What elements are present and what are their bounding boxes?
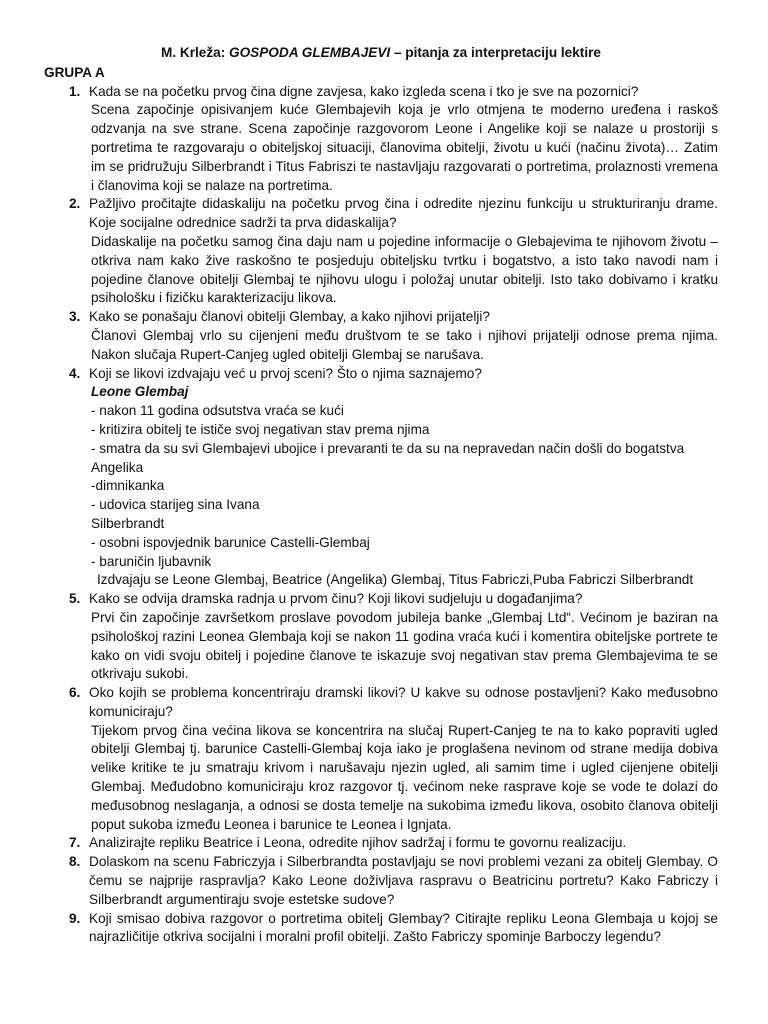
question-text: Koji se likovi izdvajaju već u prvoj sceni? Što o njima saznajemo?: [89, 365, 482, 381]
answer-text: Tijekom prvog čina većina likova se koncentrira na slučaj Rupert-Canjeg te na to kako popraviti ugled obitelji Glembaj tj. barunice Castelli-Glembaj koja iako je proglašena nevinom od strane medija dobiva velike kritike te ju smatraju krivom i narušavaju njezin ugled, ali samim time i ugled cijenjene obitelji Glembaj. Međudobno komuniciraju kroz razgovor tj. većinom neke rasprave koje se vode te dolazi do međusobnog neslaganja, a odnosi se dosta temelje na sukobima između likova, osobito članova obitelji poput sukoba između Leonea i barunice te Leonea i Ignjata.: [91, 722, 718, 832]
title-subtitle: – pitanja za interpretaciju lektire: [390, 45, 601, 60]
question-text: Koji smisao dobiva razgovor o portretima obitelj Glembay? Citirajte repliku Leona Glembaja u kojoj se najrazličitije otkriva socijalni i moralni profil obitelji. Zašto Fabriczy spominje Barboczy legendu?: [89, 910, 718, 945]
character-trait: - smatra da su svi Glembajevi ubojice i prevaranti te da su na nepravedan način došli do bogatstva: [91, 440, 685, 456]
question-item: [44, 590, 718, 684]
question-number: 2.: [69, 196, 81, 212]
answer-text: Prvi čin započinje završetkom proslave povodom jubileja banke „Glembaj Ltd“. Većinom je baziran na psihološkoj razini Leonea Glembaja koji se nakon 11 godina vraća kući i komentira obiteljske portrete te kako on vidi svoju obitelj i pojedine članove te iskazuje svoj negativan stav prema Glembajevima te se otkrivaju sukobi.: [91, 609, 718, 682]
question-number: 4.: [69, 365, 81, 381]
question-item: [44, 834, 718, 853]
question-text: Kako se ponašaju članovi obitelji Glembay, a kako njihovi prijatelji?: [89, 309, 490, 325]
question-text: Pažljivo pročitajte didaskaliju na početku prvog čina i odredite njezinu funkciju u strukturiranju drame. Koje socijalne odrednice sadrži ta prva didaskalija?: [89, 196, 718, 231]
character-trait: - osobni ispovjednik barunice Castelli-Glembaj: [91, 534, 370, 550]
group-heading: GRUPA A: [44, 64, 105, 80]
document-title: [44, 44, 718, 63]
question-text: Oko kojih se problema koncentriraju dramski likovi? U kakve su odnose postavljeni? Kako međusobno komuniciraju?: [89, 685, 718, 719]
question-text: Kada se na početku prvog čina digne zavjesa, kako izgleda scena i tko je sve na pozornici?: [89, 83, 639, 99]
question-item: [44, 684, 718, 834]
question-item: [44, 195, 718, 308]
question-number: 3.: [69, 309, 81, 325]
question-number: 9.: [69, 910, 81, 926]
character-name-leone: Leone Glembaj: [91, 384, 189, 400]
character-trait: - kritizira obitelj te ističe svoj negativan stav prema njima: [91, 421, 430, 437]
question-number: 1.: [69, 83, 81, 99]
question-text: Kako se odvija dramska radnja u prvom činu? Koji likovi sudjeluju u događanjima?: [89, 591, 583, 607]
question-text: Analizirajte repliku Beatrice i Leona, odredite njihov sadržaj i formu te govornu realizaciju.: [89, 835, 627, 851]
question-text: Dolaskom na scenu Fabriczyja i Silberbrandta postavljaju se novi problemi vezani za obitelj Glembay. O čemu se najprije raspravlja? Kako Leone doživljava raspravu o Beatricinu portretu? Kako Fabriczy i Silberbrandt argumentiraju svoje estetske sudove?: [89, 854, 718, 907]
question-number: 8.: [69, 854, 81, 870]
question-item: [44, 365, 718, 591]
answer-text: Članovi Glembaj vrlo su cijenjeni među društvom te se tako i njihovi prijatelji odnose prema njima. Nakon slučaja Rupert-Canjeg ugled obitelji Glembaj se narušava.: [91, 327, 718, 362]
character-name-silberbrandt: Silberbrandt: [91, 515, 165, 531]
question-item: [44, 308, 718, 364]
answer-summary: Izdvajaju se Leone Glembaj, Beatrice (Angelika) Glembaj, Titus Fabriczi,Puba Fabriczi Silberbrandt: [97, 572, 694, 588]
question-number: 6.: [69, 685, 81, 701]
question-number: 5.: [69, 591, 81, 607]
character-trait: - udovica starijeg sina Ivana: [91, 497, 260, 513]
answer-text: Scena započinje opisivanjem kuće Glembajevih koja je vrlo otmjena te moderno uređena i raskoš odzvanja na sve strane. Scena započinje razgovorom Leone i Angelike koji se nalaze u prostoriji s portretima te razgovaraju o obiteljskoj situaciji, članovima obitelji, životu u kući (načinu života)… Zatim im se pridružuju Silberbrandt i Titus Fabriszi te nastavljaju razgovarati o portretima, prolaznosti vremena i članovima koji se nalaze na portretima.: [91, 102, 718, 193]
question-item: [44, 853, 718, 909]
character-name-angelika: Angelika: [91, 459, 144, 475]
answer-text: Didaskalije na početku samog čina daju nam u pojedine informacije o Glebajevima te njihovom životu – otkriva nam kako žive raskošno te posjeduju obiteljsku tvrtku i bogatstvo, a isto tako navodi nam i pojedine članove obitelji Glembaj te njihovu ulogu i položaj unutar obitelji. Isto tako dobivamo i kratku psihološku i fizičku karakterizaciju likova.: [91, 233, 718, 306]
question-item: [44, 910, 718, 948]
title-author: M. Krleža:: [161, 45, 230, 60]
character-trait: - baruničin ljubavnik: [91, 553, 212, 569]
character-trait: -dimnikanka: [91, 478, 165, 494]
title-work: GOSPODA GLEMBAJEVI: [229, 45, 391, 60]
question-number: 7.: [69, 835, 81, 851]
question-item: [44, 83, 718, 196]
character-trait: - nakon 11 godina odsutstva vraća se kući: [91, 403, 344, 419]
question-list: [44, 83, 718, 948]
